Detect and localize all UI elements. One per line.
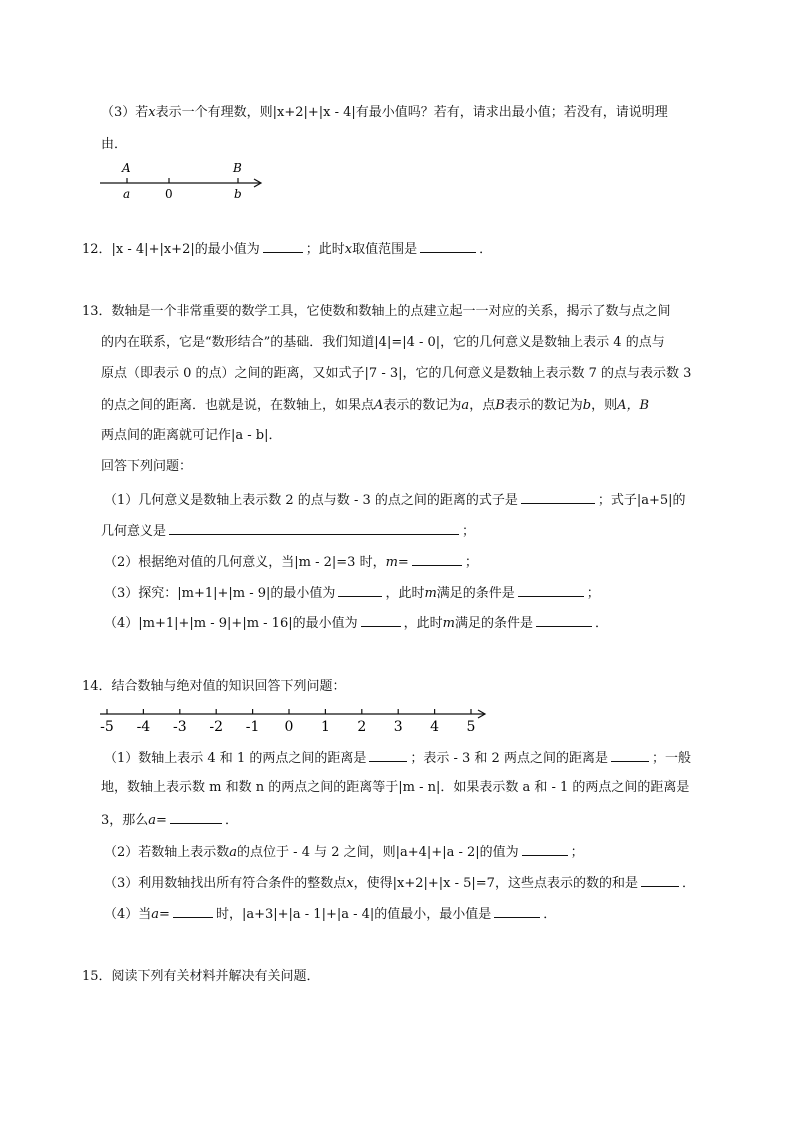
answer-blank[interactable] bbox=[494, 903, 540, 918]
label-0: 0 bbox=[165, 187, 173, 201]
answer-blank[interactable] bbox=[521, 489, 595, 504]
axis-tick-label: 2 bbox=[357, 719, 367, 735]
label-b: b bbox=[234, 187, 242, 201]
answer-blank[interactable] bbox=[169, 520, 459, 535]
label-B: B bbox=[233, 161, 242, 175]
q13-part3: （3）探究：|m+1|+|m - 9|的最小值为 ，此时m满足的条件是 ； bbox=[104, 582, 600, 604]
q14-part1-line3: 3，那么a= ． bbox=[101, 809, 238, 831]
axis-tick-label: 4 bbox=[430, 719, 440, 735]
q14-part1-line2: 地，数轴上表示数 m 和数 n 的两点之间的距离等于|m - n|．如果表示数 a 和 - 1 的两点之间的距离是 bbox=[101, 780, 690, 795]
answer-blank[interactable] bbox=[170, 809, 222, 824]
number-line-ab bbox=[95, 158, 275, 204]
q13-line3: 原点（即表示 0 的点）之间的距离，又如式子|7 - 3|，它的几何意义是数轴上表示数 7 的点与表示数 3 bbox=[101, 366, 692, 381]
q14-part2: （2）若数轴上表示数a的点位于 - 4 与 2 之间，则|a+4|+|a - 2|的值为 ； bbox=[104, 841, 584, 863]
q15-line: 15．阅读下列有关材料并解决有关问题． bbox=[82, 969, 320, 984]
q13-part1: （1）几何意义是数轴上表示数 2 的点与数 - 3 的点之间的距离的式子是 ；式子|a+5|的 bbox=[104, 489, 686, 511]
answer-blank[interactable] bbox=[641, 872, 679, 887]
q14-number: 14． bbox=[82, 679, 112, 694]
q13-line5: 两点间的距离就可记作|a - b|． bbox=[101, 428, 282, 443]
axis-tick-label: -3 bbox=[172, 719, 187, 735]
answer-blank[interactable] bbox=[420, 238, 476, 253]
answer-blank[interactable] bbox=[173, 903, 213, 918]
number-line-minus5-to-5 bbox=[95, 703, 495, 737]
answer-blank[interactable] bbox=[522, 841, 568, 856]
answer-blank[interactable] bbox=[361, 612, 401, 627]
q15-number: 15． bbox=[82, 969, 112, 984]
q13-part4: （4）|m+1|+|m - 9|+|m - 16|的最小值为 ，此时m满足的条件是 ． bbox=[104, 612, 608, 634]
q12-line: 12．|x - 4|+|x+2|的最小值为 ；此时x取值范围是 ． bbox=[82, 238, 492, 260]
answer-blank[interactable] bbox=[369, 747, 407, 762]
axis-tick-label: -1 bbox=[245, 719, 260, 735]
answer-blank[interactable] bbox=[611, 747, 649, 762]
answer-blank[interactable] bbox=[536, 612, 592, 627]
answer-blank[interactable] bbox=[338, 582, 382, 597]
q14-title: 14．结合数轴与绝对值的知识回答下列问题： bbox=[82, 679, 346, 694]
axis-tick-label: -2 bbox=[209, 719, 224, 735]
q13-prompt: 回答下列问题： bbox=[101, 459, 193, 474]
axis-tick-label: -5 bbox=[100, 719, 114, 735]
q11-part3-line2: 由． bbox=[101, 137, 128, 152]
var-x: x bbox=[148, 105, 156, 120]
q13-part1-line2: 几何意义是 ； bbox=[101, 520, 475, 542]
q13-part2: （2）根据绝对值的几何意义，当|m - 2|=3 时，m= ； bbox=[104, 551, 478, 573]
q13-line1: 13．数轴是一个非常重要的数学工具，它使数和数轴上的点建立起一一对应的关系，揭示了数与点之间 bbox=[82, 304, 671, 319]
q14-part1: （1）数轴上表示 4 和 1 的两点之间的距离是 ；表示 - 3 和 2 两点之间的距离是 ；一般 bbox=[104, 747, 691, 769]
label-A: A bbox=[122, 161, 131, 175]
q14-part3: （3）利用数轴找出所有符合条件的整数点x，使得|x+2|+|x - 5|=7，这些点表示的数的和是 ． bbox=[104, 872, 695, 894]
answer-blank[interactable] bbox=[263, 238, 303, 253]
q13-line2: 的内在联系，它是“数形结合”的基础．我们知道|4|=|4 - 0|，它的几何意义是数轴上表示 4 的点与 bbox=[101, 335, 665, 350]
answer-blank[interactable] bbox=[412, 551, 462, 566]
axis-tick-label: 1 bbox=[320, 719, 330, 735]
q14-part4: （4）当a= 时，|a+3|+|a - 1|+|a - 4|的值最小，最小值是 ． bbox=[104, 903, 556, 925]
q11-part3-line1: （3）若x表示一个有理数，则|x+2|+|x - 4|有最小值吗？若有，请求出最小值；若没有，请说明理 bbox=[101, 105, 668, 120]
q12-number: 12． bbox=[82, 242, 112, 257]
axis-tick-label: 0 bbox=[284, 719, 294, 735]
axis-tick-label: -4 bbox=[136, 719, 151, 735]
axis-tick-label: 5 bbox=[466, 719, 476, 735]
answer-blank[interactable] bbox=[518, 582, 584, 597]
q13-line4: 的点之间的距离．也就是说，在数轴上，如果点A表示的数记为a，点B表示的数记为b，则A，B bbox=[101, 398, 650, 413]
axis-tick-label: 3 bbox=[393, 719, 403, 735]
label-a: a bbox=[123, 187, 131, 201]
q13-number: 13． bbox=[82, 304, 112, 319]
